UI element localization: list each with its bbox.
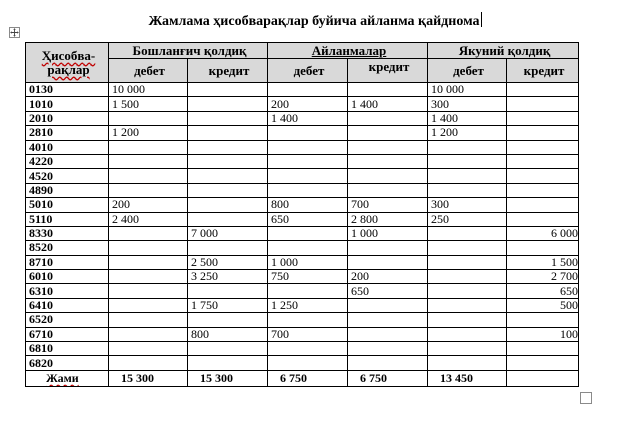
header-opening-credit[interactable]: кредит	[188, 59, 268, 83]
account-code-cell[interactable]: 4220	[26, 154, 109, 168]
value-cell-c2[interactable]	[188, 198, 268, 212]
table-row	[26, 83, 579, 97]
table-row	[26, 169, 579, 183]
header-row-groups	[26, 43, 579, 59]
table-row	[26, 126, 579, 140]
value-cell-c6[interactable]	[507, 154, 579, 168]
header-turnover-credit[interactable]: кредит	[348, 59, 428, 83]
value-cell-c1[interactable]	[109, 327, 188, 341]
value-cell-c4[interactable]	[348, 169, 428, 183]
value-cell-c5[interactable]: 250	[428, 212, 507, 226]
value-cell-c3[interactable]	[268, 313, 348, 327]
header-opening-debit[interactable]: дебет	[109, 59, 188, 83]
header-turnovers[interactable]	[268, 43, 428, 59]
header-closing-balance-label: Якуний қолдиқ	[458, 43, 551, 58]
value-cell-c3[interactable]	[268, 169, 348, 183]
header-closing-debit[interactable]: дебет	[428, 59, 507, 83]
account-code-cell[interactable]: 8330	[26, 226, 109, 240]
header-opening-balance-label: Бошланғич қолдиқ	[132, 43, 247, 58]
value-cell-c4[interactable]	[348, 255, 428, 269]
value-cell-c2[interactable]: 3 250	[188, 270, 268, 284]
account-code-cell[interactable]: 4520	[26, 169, 109, 183]
account-code-cell[interactable]: 6520	[26, 313, 109, 327]
value-cell-c2[interactable]	[188, 212, 268, 226]
value-cell-c1[interactable]	[109, 284, 188, 298]
value-cell-c3[interactable]	[268, 226, 348, 240]
value-cell-c5[interactable]	[428, 255, 507, 269]
value-cell-c4[interactable]: 2 800	[348, 212, 428, 226]
value-cell-c4[interactable]	[348, 241, 428, 255]
value-cell-c1[interactable]: 1 500	[109, 97, 188, 111]
value-cell-c5[interactable]	[428, 169, 507, 183]
table-row	[26, 255, 579, 269]
table-row	[26, 198, 579, 212]
value-cell-c5[interactable]	[428, 298, 507, 312]
value-cell-c2[interactable]	[188, 356, 268, 370]
value-cell-c5[interactable]	[428, 241, 507, 255]
table-row	[26, 327, 579, 341]
value-cell-c6[interactable]: 100	[507, 327, 579, 341]
table-row	[26, 154, 579, 168]
table-row	[26, 111, 579, 125]
header-turnover-debit[interactable]: дебет	[268, 59, 348, 83]
value-cell-c2[interactable]: 1 750	[188, 298, 268, 312]
header-row-sub	[26, 59, 579, 83]
value-cell-c5[interactable]	[428, 284, 507, 298]
value-cell-c3[interactable]: 750	[268, 270, 348, 284]
table-row	[26, 356, 579, 370]
value-cell-c3[interactable]: 200	[268, 97, 348, 111]
value-cell-c5[interactable]	[428, 183, 507, 197]
value-cell-c5[interactable]	[428, 342, 507, 356]
value-cell-c4[interactable]: 650	[348, 284, 428, 298]
value-cell-c2[interactable]: 800	[188, 327, 268, 341]
account-code-cell[interactable]: 2810	[26, 126, 109, 140]
value-cell-c1[interactable]	[109, 226, 188, 240]
value-cell-c4[interactable]	[348, 327, 428, 341]
table-move-handle-icon[interactable]	[9, 27, 20, 38]
value-cell-c3[interactable]: 700	[268, 327, 348, 341]
value-cell-c1[interactable]: 2 400	[109, 212, 188, 226]
value-cell-c2[interactable]	[188, 97, 268, 111]
value-cell-c4[interactable]	[348, 140, 428, 154]
value-cell-c5[interactable]: 300	[428, 97, 507, 111]
value-cell-c5[interactable]	[428, 154, 507, 168]
value-cell-c6[interactable]: 6 000	[507, 226, 579, 240]
table-row	[26, 226, 579, 240]
value-cell-c6[interactable]	[507, 212, 579, 226]
value-cell-c2[interactable]	[188, 140, 268, 154]
value-cell-c4[interactable]	[348, 183, 428, 197]
table-row	[26, 342, 579, 356]
table-resize-handle-icon[interactable]	[580, 392, 592, 404]
value-cell-c6[interactable]: 500	[507, 298, 579, 312]
value-cell-c1[interactable]	[109, 270, 188, 284]
total-row	[26, 370, 579, 386]
table-row	[26, 284, 579, 298]
value-cell-c6[interactable]	[507, 342, 579, 356]
value-cell-c2[interactable]	[188, 183, 268, 197]
total-cell-c6[interactable]	[507, 370, 579, 386]
value-cell-c5[interactable]	[428, 356, 507, 370]
value-cell-c2[interactable]: 7 000	[188, 226, 268, 240]
value-cell-c3[interactable]: 1 250	[268, 298, 348, 312]
value-cell-c1[interactable]	[109, 313, 188, 327]
value-cell-c1[interactable]	[109, 241, 188, 255]
value-cell-c2[interactable]	[188, 126, 268, 140]
value-cell-c3[interactable]	[268, 342, 348, 356]
value-cell-c4[interactable]	[348, 342, 428, 356]
value-cell-c2[interactable]	[188, 241, 268, 255]
table-row	[26, 183, 579, 197]
table-row	[26, 97, 579, 111]
header-accounts[interactable]	[26, 43, 109, 83]
account-code-cell[interactable]: 6710	[26, 327, 109, 341]
account-code-cell[interactable]: 4890	[26, 183, 109, 197]
value-cell-c2[interactable]	[188, 313, 268, 327]
value-cell-c3[interactable]	[268, 140, 348, 154]
value-cell-c4[interactable]	[348, 83, 428, 97]
value-cell-c5[interactable]: 300	[428, 198, 507, 212]
value-cell-c3[interactable]: 650	[268, 212, 348, 226]
value-cell-c2[interactable]	[188, 111, 268, 125]
value-cell-c6[interactable]	[507, 356, 579, 370]
value-cell-c3[interactable]	[268, 241, 348, 255]
value-cell-c1[interactable]	[109, 183, 188, 197]
value-cell-c6[interactable]	[507, 241, 579, 255]
table-row	[26, 212, 579, 226]
value-cell-c6[interactable]	[507, 111, 579, 125]
value-cell-c6[interactable]	[507, 83, 579, 97]
value-cell-c1[interactable]	[109, 154, 188, 168]
account-code-cell[interactable]: 1010	[26, 97, 109, 111]
value-cell-c3[interactable]	[268, 356, 348, 370]
value-cell-c6[interactable]	[507, 313, 579, 327]
header-closing-credit[interactable]: кредит	[507, 59, 579, 83]
value-cell-c6[interactable]	[507, 169, 579, 183]
value-cell-c1[interactable]	[109, 140, 188, 154]
value-cell-c4[interactable]	[348, 111, 428, 125]
value-cell-c4[interactable]	[348, 154, 428, 168]
value-cell-c4[interactable]: 1 400	[348, 97, 428, 111]
value-cell-c2[interactable]	[188, 342, 268, 356]
value-cell-c3[interactable]: 1 000	[268, 255, 348, 269]
value-cell-c1[interactable]	[109, 255, 188, 269]
text-cursor	[481, 12, 482, 27]
value-cell-c5[interactable]: 10 000	[428, 83, 507, 97]
header-accounts-line1: Ҳисобва-	[41, 47, 96, 63]
value-cell-c4[interactable]: 200	[348, 270, 428, 284]
value-cell-c3[interactable]	[268, 126, 348, 140]
total-cell-c4[interactable]: 6 750	[348, 370, 428, 386]
account-code-cell[interactable]: 6810	[26, 342, 109, 356]
value-cell-c4[interactable]	[348, 313, 428, 327]
value-cell-c4[interactable]	[348, 298, 428, 312]
account-code-cell[interactable]: 6820	[26, 356, 109, 370]
value-cell-c2[interactable]	[188, 169, 268, 183]
header-opening-balance[interactable]	[109, 43, 268, 59]
account-code-cell[interactable]: 6410	[26, 298, 109, 312]
value-cell-c6[interactable]	[507, 198, 579, 212]
value-cell-c3[interactable]: 800	[268, 198, 348, 212]
account-code-cell[interactable]: 6010	[26, 270, 109, 284]
value-cell-c5[interactable]	[428, 313, 507, 327]
table-body	[26, 83, 579, 387]
account-code-cell[interactable]: 8710	[26, 255, 109, 269]
value-cell-c2[interactable]: 2 500	[188, 255, 268, 269]
value-cell-c6[interactable]	[507, 183, 579, 197]
value-cell-c3[interactable]	[268, 183, 348, 197]
value-cell-c3[interactable]	[268, 284, 348, 298]
total-cell-c3[interactable]: 6 750	[268, 370, 348, 386]
total-cell-c1[interactable]: 15 300	[109, 370, 188, 386]
value-cell-c4[interactable]	[348, 356, 428, 370]
account-code-cell[interactable]: 6310	[26, 284, 109, 298]
value-cell-c5[interactable]	[428, 270, 507, 284]
document-title[interactable]	[0, 12, 630, 30]
value-cell-c1[interactable]	[109, 342, 188, 356]
value-cell-c1[interactable]	[109, 169, 188, 183]
value-cell-c6[interactable]: 650	[507, 284, 579, 298]
value-cell-c1[interactable]	[109, 111, 188, 125]
value-cell-c1[interactable]: 1 200	[109, 126, 188, 140]
value-cell-c3[interactable]: 1 400	[268, 111, 348, 125]
account-code-cell[interactable]: 8520	[26, 241, 109, 255]
value-cell-c1[interactable]: 10 000	[109, 83, 188, 97]
value-cell-c5[interactable]	[428, 226, 507, 240]
value-cell-c1[interactable]	[109, 298, 188, 312]
total-cell-c2[interactable]: 15 300	[188, 370, 268, 386]
account-code-cell[interactable]: 4010	[26, 140, 109, 154]
value-cell-c4[interactable]: 700	[348, 198, 428, 212]
account-code-cell[interactable]: 2010	[26, 111, 109, 125]
total-label-cell[interactable]	[26, 370, 109, 386]
value-cell-c4[interactable]: 1 000	[348, 226, 428, 240]
table-row	[26, 270, 579, 284]
value-cell-c5[interactable]	[428, 327, 507, 341]
value-cell-c6[interactable]: 2 700	[507, 270, 579, 284]
value-cell-c1[interactable]	[109, 356, 188, 370]
value-cell-c5[interactable]: 1 400	[428, 111, 507, 125]
table-row	[26, 140, 579, 154]
value-cell-c1[interactable]: 200	[109, 198, 188, 212]
value-cell-c6[interactable]	[507, 140, 579, 154]
header-closing-balance[interactable]	[428, 43, 579, 59]
value-cell-c5[interactable]: 1 200	[428, 126, 507, 140]
account-code-cell[interactable]: 5110	[26, 212, 109, 226]
table-row	[26, 241, 579, 255]
total-label: Жами	[46, 370, 79, 385]
total-cell-c5[interactable]: 13 450	[428, 370, 507, 386]
header-turnovers-label: Айланмалар	[311, 43, 387, 58]
value-cell-c6[interactable]	[507, 97, 579, 111]
value-cell-c2[interactable]	[188, 154, 268, 168]
header-accounts-line2: рақлар	[47, 61, 90, 77]
value-cell-c3[interactable]	[268, 83, 348, 97]
document-title-text: Жамлама ҳисобварақлар буйича айланма қайднома	[148, 14, 480, 29]
value-cell-c2[interactable]	[188, 284, 268, 298]
table-row	[26, 313, 579, 327]
account-code-cell[interactable]: 0130	[26, 83, 109, 97]
value-cell-c3[interactable]	[268, 154, 348, 168]
value-cell-c6[interactable]	[507, 126, 579, 140]
table-row	[26, 298, 579, 312]
value-cell-c4[interactable]	[348, 126, 428, 140]
value-cell-c6[interactable]: 1 500	[507, 255, 579, 269]
value-cell-c2[interactable]	[188, 83, 268, 97]
turnover-statement-table	[25, 42, 579, 387]
account-code-cell[interactable]: 5010	[26, 198, 109, 212]
value-cell-c5[interactable]	[428, 140, 507, 154]
